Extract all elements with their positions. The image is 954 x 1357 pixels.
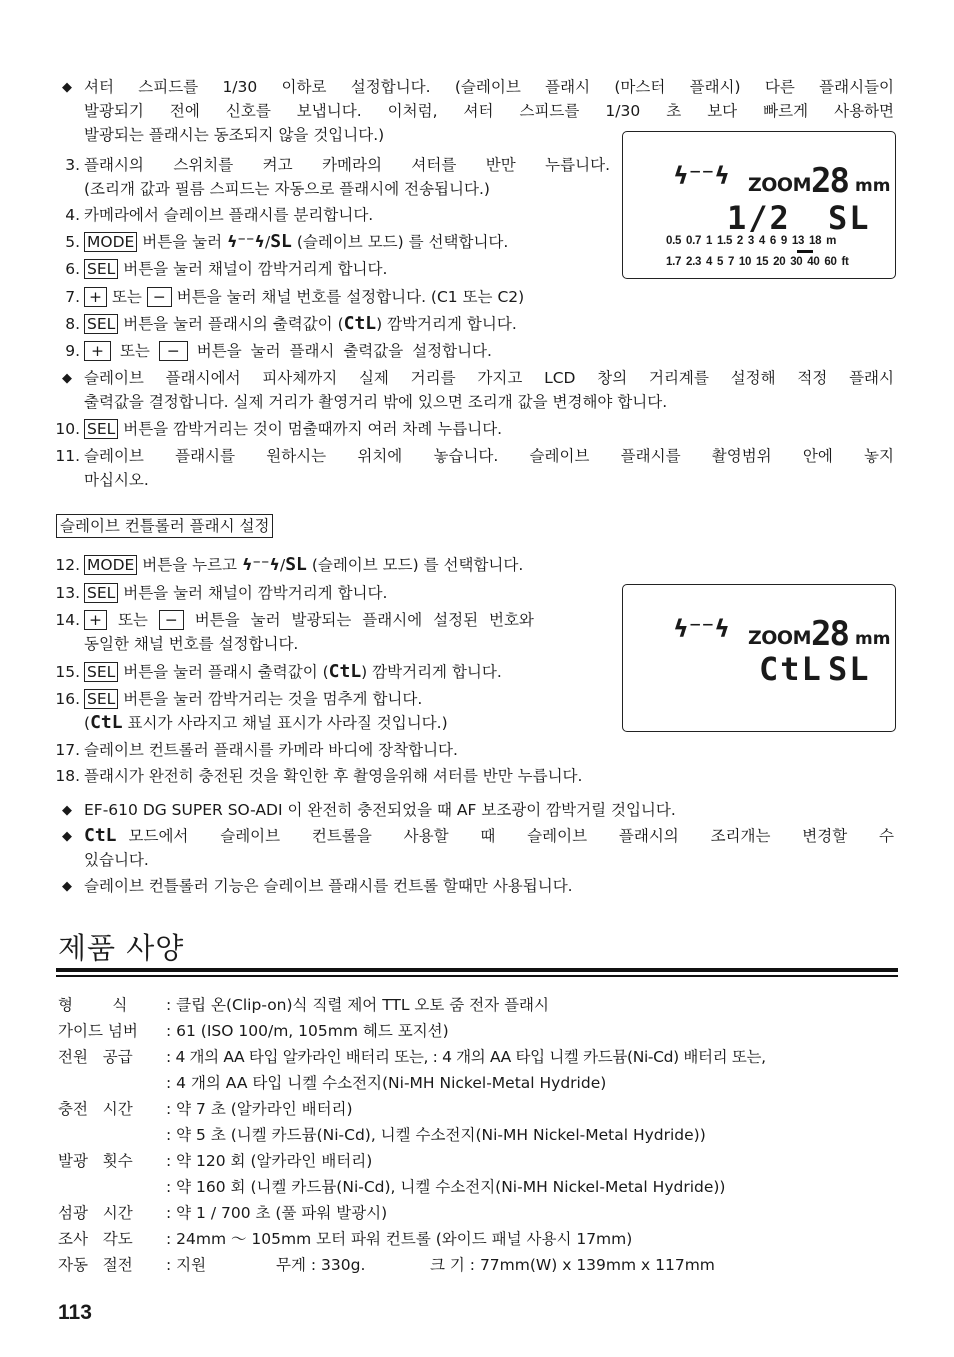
spec-type-value: : 클립 온(Clip-on)식 직렬 제어 TTL 오토 줌 전자 플래시 — [166, 996, 549, 1014]
spec-guide-label: 가이드 넘버 — [58, 1022, 138, 1040]
spec-flashes-value2: : 약 160 회 (니켈 카드뮴(Ni-Cd), 니켈 수소전지(Ni-MH Nickel-Metal Hydride)) — [166, 1178, 726, 1196]
ctl-symbol: CtL — [84, 825, 117, 846]
slash: / — [279, 556, 286, 574]
mode-button: MODE — [84, 555, 137, 575]
note-controller-function: 슬레이브 컨틀롤러 기능은 슬레이브 플래시를 컨트롤 할때만 사용됩니다. — [84, 877, 573, 895]
step16-line2 — [84, 713, 448, 733]
aperture-value: 1/2 — [727, 199, 791, 237]
step-number: 17. — [55, 741, 80, 759]
step6-line — [84, 259, 387, 279]
minus-button: − — [147, 287, 172, 307]
step14-text-l1: 버튼을 눌러 발광되는 플래시에 설정된 번호와 — [194, 611, 534, 629]
plus-button: + — [84, 287, 107, 307]
sel-button: SEL — [84, 583, 118, 603]
title-rule-thin — [56, 975, 898, 977]
sel-button: SEL — [84, 259, 118, 279]
ctl-symbol: CtL — [328, 661, 362, 682]
step4-text: 카메라에서 슬레이브 플래시를 분리합니다. — [84, 206, 374, 224]
spec-power-value2: : 4 개의 AA 타입 니켈 수소전지(Ni-MH Nickel-Metal Hydride) — [166, 1074, 607, 1092]
step8-text-a: 버튼을 눌러 플래시의 출력값이 ( — [123, 315, 344, 333]
step3-line2: (조리개 값과 필름 스피드는 자동으로 플래시에 전송됩니다.) — [84, 180, 490, 198]
spec-flashes-value1: : 약 120 회 (알카라인 배터리) — [166, 1152, 373, 1170]
bullet-diamond: ◆ — [62, 803, 72, 818]
step16-text-l1: 버튼을 눌러 깜박거리는 것을 멈추게 합니다. — [123, 690, 423, 708]
step16-text-l2: 표시가 사라지고 채널 표시가 사라질 것입니다.) — [127, 714, 448, 732]
spec-duration-value: : 약 1 / 700 초 (풀 파워 발광시) — [166, 1204, 388, 1222]
spec-coverage-label: 조사 각도 — [58, 1230, 133, 1248]
spec-type-label: 형 식 — [58, 996, 128, 1014]
step5-line — [84, 232, 508, 252]
sel-button: SEL — [84, 419, 118, 439]
lcd-display-controller — [622, 584, 896, 732]
zoom-unit: mm — [855, 629, 891, 649]
spec-size: 크 기 : 77mm(W) x 139mm x 117mm — [430, 1256, 715, 1274]
sl-mode-symbol: SL — [828, 650, 871, 688]
step-number: 18. — [55, 767, 80, 785]
or-text: 또는 — [117, 611, 148, 629]
zoom-value: 28 — [811, 161, 848, 201]
sl-mode-symbol: SL — [270, 231, 292, 252]
step17-text: 슬레이브 컨트롤러 플래시를 카메라 바디에 장착합니다. — [84, 741, 458, 759]
sel-button: SEL — [84, 314, 118, 334]
bullet-diamond: ◆ — [62, 829, 72, 844]
step10-text: 버튼을 깜박거리는 것이 멈출때까지 여러 차례 누릅니다. — [123, 420, 503, 438]
step-number: 6. — [65, 260, 80, 278]
spec-recycle-label: 충전 시간 — [58, 1100, 133, 1118]
spec-weight: 무게 : 330g. — [276, 1256, 366, 1274]
step-number: 11. — [55, 447, 80, 465]
step-number: 15. — [55, 663, 80, 681]
step8-text-b: ) 깜박거리게 합니다. — [376, 315, 517, 333]
zoom-label: ZOOM — [748, 174, 811, 196]
ctl-symbol: CtL — [343, 313, 377, 334]
note-distance-line1: 슬레이브 플래시에서 피사체까지 실제 거리를 가지고 LCD 창의 거리계를 설정해 적정 플래시 — [84, 369, 894, 387]
spec-duration-label: 섬광 시간 — [58, 1204, 133, 1222]
step-number: 5. — [65, 233, 80, 251]
step10-line — [84, 419, 502, 439]
distance-scale-ft: 1.7 2.3 4 5 7 10 15 20 30 40 60 ft — [666, 256, 849, 268]
specs-title: 제품 사양 — [58, 931, 185, 965]
sl-mode-symbol: SL — [285, 554, 307, 575]
step7-line — [84, 287, 524, 307]
mode-button: MODE — [84, 232, 137, 252]
plus-button: + — [84, 610, 107, 630]
open-paren: ( — [84, 714, 91, 732]
step-number: 8. — [65, 315, 80, 333]
step-number: 12. — [55, 556, 80, 574]
ctl-symbol: CtL — [90, 712, 123, 733]
or-text: 또는 — [119, 342, 150, 360]
step18-text: 플래시가 완전히 충전된 것을 확인한 후 촬영을위해 셔터를 반만 누릅니다. — [84, 767, 583, 785]
step-number: 14. — [55, 611, 80, 629]
step13-text: 버튼을 눌러 채널이 깜박거리게 합니다. — [123, 584, 388, 602]
step7-text: 버튼을 눌러 채널 번호를 설정합니다. (C1 또는 C2) — [176, 288, 525, 306]
step-number: 7. — [65, 288, 80, 306]
lcd-display-slave — [622, 131, 896, 279]
step11-line2: 마십시오. — [84, 471, 149, 489]
page-number: 113 — [58, 1301, 92, 1324]
flash-bolt-icon: ϟ⁻⁻ϟ — [241, 555, 280, 574]
note-ctl-mode-line1 — [84, 826, 894, 846]
step-number: 9. — [65, 342, 80, 360]
step3-line1: 플래시의 스위치를 켜고 카메라의 셔터를 반만 누릅니다. — [84, 156, 610, 174]
slash: / — [264, 233, 271, 251]
step15-text-a: 버튼을 눌러 플래시 출력값이 ( — [123, 663, 329, 681]
step-number: 4. — [65, 206, 80, 224]
step12-line — [84, 555, 523, 575]
sel-button: SEL — [84, 662, 118, 682]
step12-text-b: (슬레이브 모드) 를 선택합니다. — [311, 556, 524, 574]
step-number: 13. — [55, 584, 80, 602]
zoom-unit: mm — [855, 176, 891, 196]
note-shutter-line1: 셔터 스피드를 1/30 이하로 설정합니다. (슬레이브 플래시 (마스터 플래시) 다른 플래시들이 — [84, 78, 894, 96]
distance-scale-m: 0.5 0.7 1 1.5 2 3 4 6 9 13 18 m — [666, 235, 836, 247]
spec-recycle-value2: : 약 5 초 (니켈 카드뮴(Ni-Cd), 니켈 수소전지(Ni-MH Nickel-Metal Hydride)) — [166, 1126, 706, 1144]
distance-marker — [797, 250, 813, 253]
minus-button: − — [159, 341, 188, 361]
flash-bolt-icon: ϟ⁻⁻ϟ — [226, 232, 265, 251]
step-number: 3. — [65, 156, 80, 174]
note-distance-line2: 출력값을 결정합니다. 실제 거리가 촬영거리 밖에 있으면 조리개 값을 변경해야 합니다. — [84, 393, 668, 411]
step11-line1: 슬레이브 플래시를 원하시는 위치에 놓습니다. 슬레이브 플래시를 촬영범위 안에 놓지 — [84, 447, 894, 465]
spec-power-label: 전원 공급 — [58, 1048, 133, 1066]
zoom-value: 28 — [811, 614, 848, 654]
step12-text-a: 버튼을 누르고 — [142, 556, 238, 574]
section-heading-controller: 슬레이브 컨틀롤러 플래시 설정 — [56, 514, 273, 538]
bullet-diamond: ◆ — [62, 879, 72, 894]
bullet-diamond: ◆ — [62, 80, 72, 95]
spec-guide-value: : 61 (ISO 100/m, 105mm 헤드 포지션) — [166, 1022, 449, 1040]
step16-line1 — [84, 689, 422, 709]
flash-bolt-icon: ϟ⁻⁻ϟ — [673, 615, 730, 643]
bullet-diamond: ◆ — [62, 371, 72, 386]
step15-line — [84, 662, 502, 682]
spec-power-value1: : 4 개의 AA 타입 알카라인 배터리 또는, : 4 개의 AA 타입 니켈 카드뮴(Ni-Cd) 배터리 또는, — [166, 1048, 766, 1066]
step14-line2: 동일한 채널 번호를 설정합니다. — [84, 635, 299, 653]
note-ctl-mode-text: 모드에서 슬레이브 컨트롤을 사용할 때 슬레이브 플래시의 조리개는 변경할 수 — [128, 827, 894, 845]
step8-line — [84, 314, 517, 334]
zoom-label: ZOOM — [748, 627, 811, 649]
or-text: 또는 — [111, 288, 142, 306]
step-number: 16. — [55, 690, 80, 708]
note-ctl-mode-line2: 있습니다. — [84, 851, 149, 869]
spec-coverage-value: : 24mm ～ 105mm 모터 파워 컨트롤 (와이드 패널 사용시 17mm) — [166, 1230, 633, 1248]
step9-line — [84, 341, 492, 361]
spec-recycle-value1: : 약 7 초 (알카라인 배터리) — [166, 1100, 353, 1118]
sl-mode-symbol: SL — [828, 199, 871, 237]
flash-bolt-icon: ϟ⁻⁻ϟ — [673, 162, 730, 190]
step9-text: 버튼을 눌러 플래시 출력값을 설정합니다. — [196, 342, 492, 360]
minus-button: − — [159, 610, 184, 630]
ctl-symbol: CtL — [759, 650, 823, 688]
title-rule — [56, 968, 898, 972]
step5-text-a: 버튼을 눌러 — [142, 233, 223, 251]
step14-line1 — [84, 610, 534, 630]
spec-autooff-label: 자동 절전 — [58, 1256, 133, 1274]
sel-button: SEL — [84, 689, 118, 709]
step-number: 10. — [55, 420, 80, 438]
step13-line — [84, 583, 387, 603]
note-shutter-line3: 발광되는 플래시는 동조되지 않을 것입니다.) — [84, 126, 385, 144]
note-shutter-line2: 발광되기 전에 신호를 보냅니다. 이처럼, 셔터 스피드를 1/30 초 보다 빠르게 사용하면 — [84, 102, 894, 120]
plus-button: + — [84, 341, 111, 361]
spec-flashes-label: 발광 횟수 — [58, 1152, 133, 1170]
step15-text-b: ) 깜박거리게 합니다. — [361, 663, 502, 681]
step5-text-b: (슬레이브 모드) 를 선택합니다. — [296, 233, 509, 251]
step6-text: 버튼을 눌러 채널이 깜박거리게 합니다. — [123, 260, 388, 278]
note-af-assist: EF-610 DG SUPER SO-ADI 이 완전히 충전되었을 때 AF 보조광이 깜박거릴 것입니다. — [84, 801, 676, 819]
spec-autooff-value: : 지원 — [166, 1256, 207, 1274]
